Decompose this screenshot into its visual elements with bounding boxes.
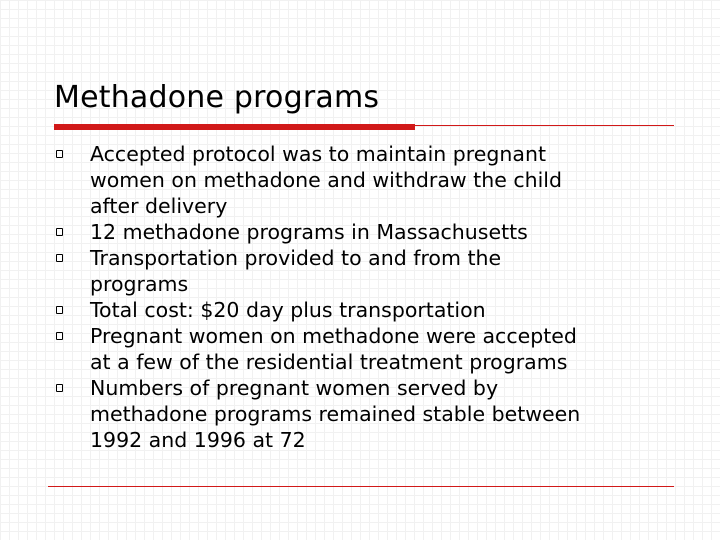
bullet-item [54,297,674,323]
bullet-item [54,375,674,453]
bullet-item [54,141,674,219]
bullet-line: 1992 and 1996 at 72 [90,428,306,452]
hollow-square-bullet-icon [56,332,63,340]
bullet-text [90,323,674,375]
bullet-line: women on methadone and withdraw the child [90,168,562,192]
title-underline-accent [54,124,415,130]
bullet-line: at a few of the residential treatment programs [90,350,568,374]
slide-title: Methadone programs [54,80,380,115]
bullet-text [90,245,674,297]
bullet-line: programs [90,272,189,296]
bullet-line: after delivery [90,194,228,218]
hollow-square-bullet-icon [56,306,63,314]
bullet-item [54,219,674,245]
hollow-square-bullet-icon [56,150,63,158]
bullet-list [54,141,674,453]
bullet-line: Accepted protocol was to maintain pregnant [90,142,546,166]
bullet-line: Total cost: $20 day plus transportation [90,298,486,322]
hollow-square-bullet-icon [56,384,63,392]
bullet-line: Transportation provided to and from the [90,246,502,270]
bullet-text [90,297,674,323]
bullet-item [54,323,674,375]
footer-rule [48,486,674,487]
bullet-text [90,219,674,245]
bullet-item [54,245,674,297]
bullet-line: 12 methadone programs in Massachusetts [90,220,528,244]
hollow-square-bullet-icon [56,228,63,236]
bullet-text [90,375,674,453]
bullet-line: Pregnant women on methadone were accepted [90,324,577,348]
bullet-text [90,141,674,219]
bullet-line: Numbers of pregnant women served by [90,376,499,400]
hollow-square-bullet-icon [56,254,63,262]
bullet-line: methadone programs remained stable between [90,402,581,426]
